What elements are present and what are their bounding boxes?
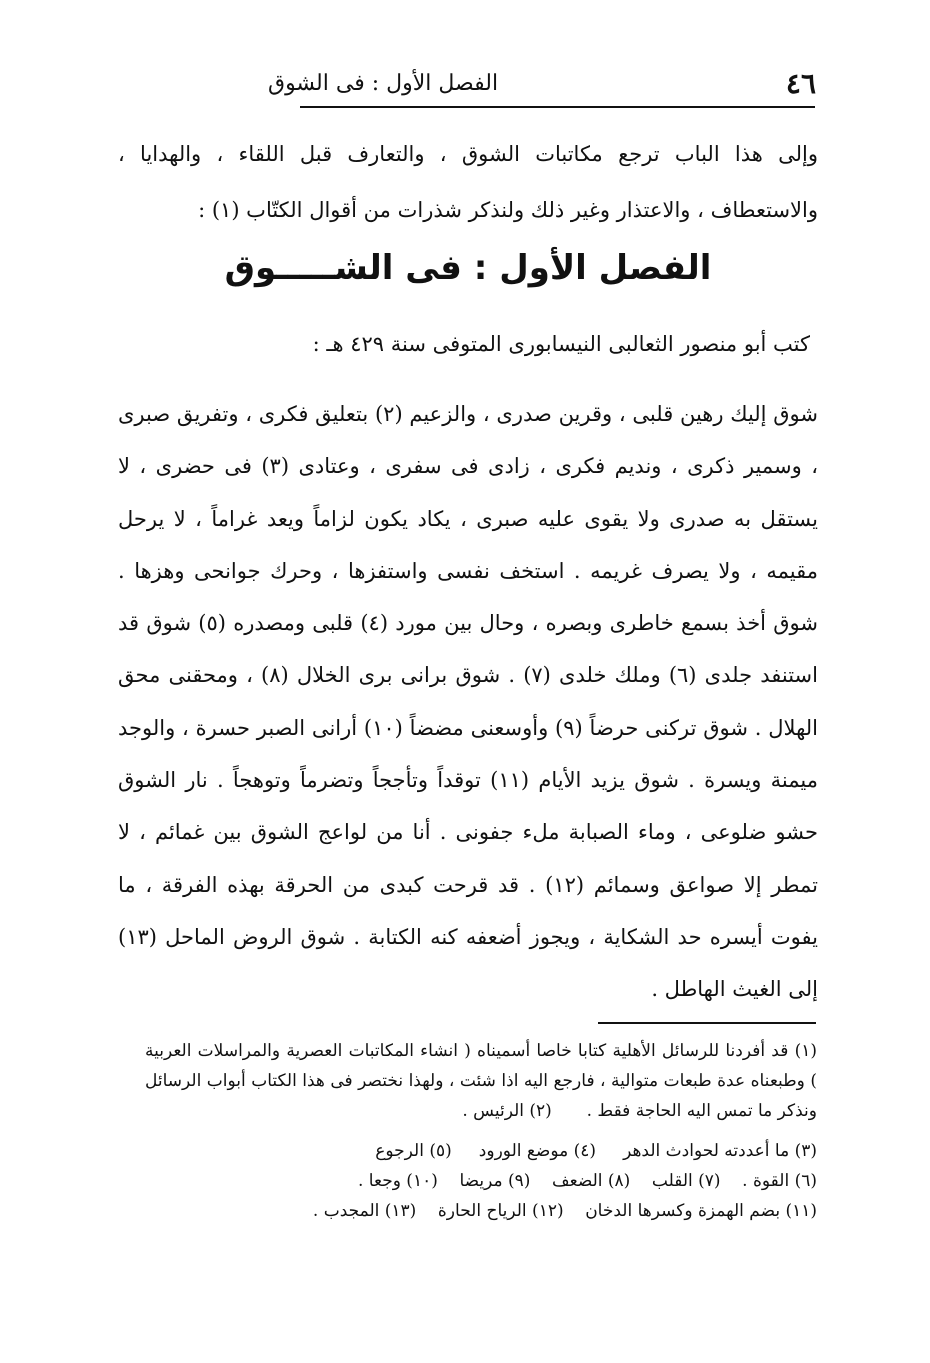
footnote-line-4: (٦) القوة . (٧) القلب (٨) الضعف (٩) مريضا (١٠) وجعا . <box>358 1171 817 1191</box>
footnote-2: (٢) الرئيس . <box>462 1101 552 1121</box>
header-rule <box>300 106 815 108</box>
footnotes <box>145 1036 817 1226</box>
chapter-title: الفصل الأول : فى الشـــــوق <box>224 248 712 288</box>
page-header <box>268 66 816 100</box>
footnote-rule <box>598 1022 816 1024</box>
footnote-line-3: (٣) ما أعددته لحوادث الدهر (٤) موضع الورود (٥) الرجوع <box>375 1141 817 1161</box>
body-paragraph: شوق إليك رهين قلبى ، وقرين صدرى ، والزعيم (٢) بتعليق فكرى ، وتفريق صبرى ، وسمير ذكرى ، ونديم فكرى ، زادى فى سفرى ، وعتادى (٣) فى حضرى ، لا يستقل به صدرى ولا يقوى عليه صبرى ، يكاد يكون لزاماً ويعد غراماً ، لا يرحل مقيمه ، ولا يصرف غريمه . استخف نفسى واستفزها ، وحرك جوانحى وهزها . شوق أخذ بسمع خاطرى وبصره ، وحال بين مورد (٤) قلبى ومصدره (٥) شوق قد استنفد جلدى (٦) وملك خلدى (٧) . شوق برانى برى الخلال (٨) ، ومحقنى محق الهلال . شوق تركنى حرضاً (٩) وأوسعنى مضضاً (١٠) أرانى الصبر حسرة ، والوجد ميمنة ويسرة . شوق يزيد الأيام (١١) توقداً وتأججاً وتضرماً وتوهجاً . نار الشوق حشو ضلوعى ، وماء الصبابة ملء جفونى . أنا من لواعج الشوق بين غمائم ، لا تمطر إلا صواعق وسمائم (١٢) . قد قرحت كبدى من الحرقة بهذه الفرقة ، ما يفوت أيسره حد الشكاية ، ويجوز أضعفه كنه الكتابة . شوق الروض الماحل (١٣) إلى الغيث الهاطل . <box>118 402 819 1002</box>
attribution-line: كتب أبو منصور الثعالبى النيسابورى المتوفى سنة ٤٢٩ هـ : <box>312 332 810 356</box>
footnote-1: (١) قد أفردنا للرسائل الأهلية كتابا خاصا أسميناه ( انشاء المكاتبات العصرية والمراسلات العربية ) وطبعناه عدة طبعات متوالية ، فارجع اليه اذا شئت ، ولهذا نختصر فى هذا الكتاب أبواب الرسائل ونذكر ما تمس اليه الحاجة فقط . <box>145 1041 817 1121</box>
footnote-line-5: (١١) بضم الهمزة وكسرها الدخان (١٢) الرياح الحارة (١٣) المجدب . <box>312 1201 817 1221</box>
footnote-group-2 <box>145 1136 817 1226</box>
running-title: الفصل الأول : فى الشوق <box>268 70 499 96</box>
page-number: ٤٦ <box>785 66 816 100</box>
intro-paragraph: وإلى هذا الباب ترجع مكاتبات الشوق ، والتعارف قبل اللقاء ، والهدايا ، والاستعطاف ، والاعتذار وغير ذلك ولنذكر شذرات من أقوال الكتّاب (١) : <box>118 142 818 222</box>
footnote-group-1 <box>145 1036 817 1126</box>
